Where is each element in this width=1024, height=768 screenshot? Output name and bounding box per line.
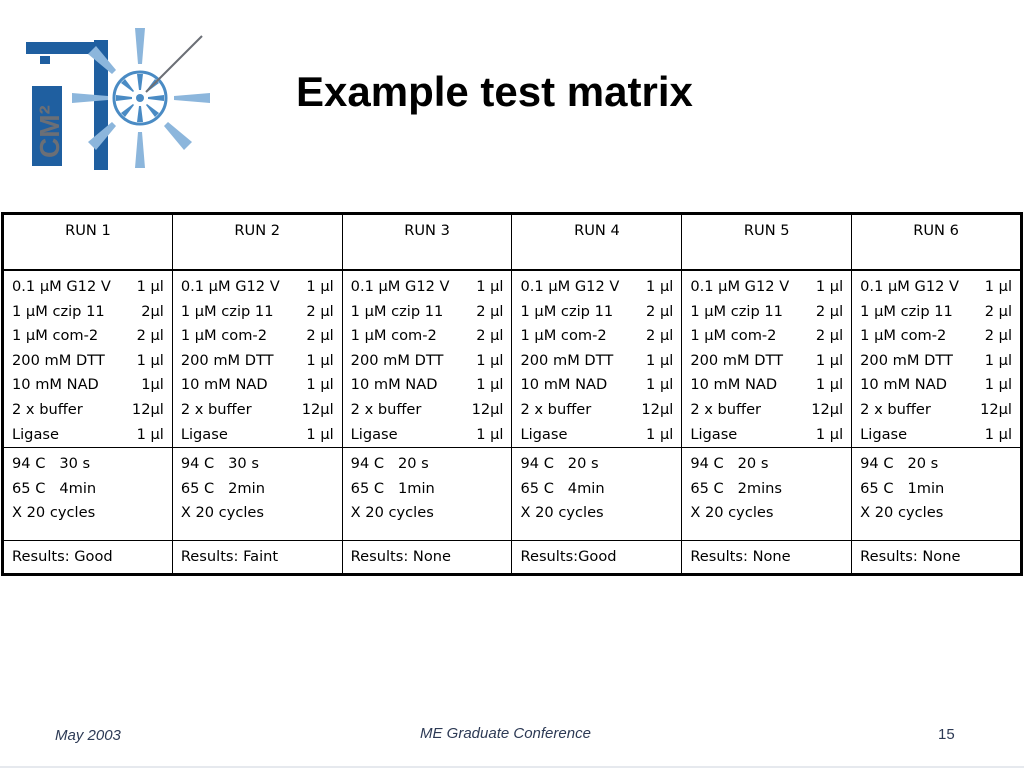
- reagent-volume: 1 µl: [646, 351, 674, 369]
- reagent-name: 0.1 µM G12 V: [12, 278, 111, 295]
- reagent-name: Ligase: [520, 425, 568, 443]
- reagent-line: [520, 373, 673, 398]
- reagent-line: [520, 398, 673, 423]
- result-cell: Results: None: [852, 541, 1022, 575]
- footer-date: May 2003: [55, 727, 121, 744]
- reagent-volume: 1 µl: [646, 278, 674, 295]
- result-cell: Results: None: [342, 541, 512, 575]
- cycling-line: X 20 cycles: [690, 504, 774, 522]
- reagent-line: [351, 349, 504, 374]
- reagent-cell: [512, 270, 682, 448]
- reagent-volume: 2 µl: [646, 327, 674, 345]
- column-header: RUN 1: [3, 214, 173, 271]
- reagent-line: [181, 349, 334, 374]
- cycling-cell: [172, 448, 342, 541]
- reagent-volume: 1 µl: [306, 376, 334, 394]
- cycling-line: 65 C 1min: [860, 479, 945, 497]
- reagent-line: [690, 275, 843, 300]
- reagent-name: 0.1 µM G12 V: [350, 278, 450, 295]
- reagent-line: [690, 349, 843, 374]
- reagent-volume: 1 µl: [476, 376, 504, 394]
- reagent-volume: 2 µl: [306, 327, 334, 345]
- test-matrix-table: [1, 212, 1023, 576]
- cycling-line: X 20 cycles: [12, 504, 96, 522]
- reagent-volume: 2 µl: [984, 327, 1012, 345]
- reagent-line: [351, 373, 504, 398]
- cycling-line: X 20 cycles: [520, 504, 604, 522]
- reagent-line: [351, 398, 504, 423]
- reagent-volume: 1 µl: [815, 351, 844, 369]
- reagent-name: 10 mM NAD: [520, 376, 608, 394]
- reagent-volume: 1 µl: [306, 351, 334, 369]
- reagent-line: [860, 300, 1012, 325]
- reagent-name: 1 µM com-2: [860, 327, 947, 345]
- reagent-line: [12, 373, 164, 398]
- reagent-volume: 1 µl: [476, 425, 504, 443]
- reagent-volume: 1 µl: [984, 376, 1012, 394]
- reagent-line: [181, 373, 334, 398]
- reagent-volume: 12µl: [471, 400, 504, 418]
- reagent-name: Ligase: [690, 425, 738, 443]
- reagent-volume: 12µl: [811, 400, 844, 418]
- reagent-volume: 2 µl: [306, 302, 334, 320]
- cycling-line: X 20 cycles: [350, 504, 434, 522]
- cycling-line: 65 C 2mins: [690, 479, 783, 497]
- reagent-name: 2 x buffer: [12, 400, 83, 418]
- reagent-name: 0.1 µM G12 V: [180, 278, 280, 295]
- reagent-name: 1 µM czip 11: [860, 302, 953, 320]
- cycling-cell: [3, 448, 173, 541]
- cycling-line: 94 C 20 s: [350, 455, 429, 473]
- reagent-name: Ligase: [860, 425, 908, 443]
- reagent-name: 200 mM DTT: [12, 351, 105, 369]
- reagent-line: [860, 275, 1012, 300]
- reagent-name: 1 µM com-2: [12, 327, 99, 345]
- cycling-line: X 20 cycles: [180, 504, 264, 522]
- reagent-line: [12, 423, 164, 448]
- logo-text: CM²: [34, 105, 65, 158]
- reagent-name: 10 mM NAD: [350, 376, 438, 394]
- reagent-name: 1 µM com-2: [690, 327, 777, 345]
- reagent-line: [690, 300, 843, 325]
- reagent-cell: [682, 270, 852, 448]
- reagent-volume: 2µl: [141, 302, 164, 320]
- cycling-cell: [512, 448, 682, 541]
- cycling-line: 65 C 1min: [350, 479, 435, 497]
- reagent-volume: 12µl: [641, 400, 674, 418]
- cycling-line: 94 C 20 s: [690, 455, 769, 473]
- reagent-name: 1 µM com-2: [350, 327, 437, 345]
- reagent-volume: 1 µl: [476, 278, 504, 295]
- reagent-line: [860, 373, 1012, 398]
- reagent-line: [520, 423, 673, 448]
- reagent-line: [181, 398, 334, 423]
- reagent-line: [181, 423, 334, 448]
- reagent-volume: 12µl: [980, 400, 1012, 418]
- reagent-name: 1 µM com-2: [180, 327, 267, 345]
- reagent-cell: [852, 270, 1022, 448]
- reagent-name: 200 mM DTT: [690, 351, 784, 369]
- reagent-cell: [342, 270, 512, 448]
- cycling-row: [3, 448, 1022, 541]
- cycling-line: 94 C 30 s: [180, 455, 259, 473]
- reagent-line: [12, 300, 164, 325]
- reagent-line: [690, 423, 843, 448]
- reagent-volume: 1 µl: [306, 425, 334, 443]
- reagent-name: 10 mM NAD: [180, 376, 268, 394]
- column-header: RUN 2: [172, 214, 342, 271]
- cycling-line: 65 C 2min: [180, 479, 265, 497]
- reagent-name: Ligase: [350, 425, 398, 443]
- reagent-name: 10 mM NAD: [12, 376, 99, 394]
- reagent-volume: 2 µl: [815, 302, 844, 320]
- cycling-line: 94 C 20 s: [520, 455, 599, 473]
- reagent-name: 2 x buffer: [520, 400, 592, 418]
- results-row: [3, 541, 1022, 575]
- cycling-line: X 20 cycles: [860, 504, 944, 522]
- reagent-line: [12, 398, 164, 423]
- reagent-name: 0.1 µM G12 V: [520, 278, 620, 295]
- reagent-name: Ligase: [12, 425, 59, 443]
- page-number: 15: [938, 726, 955, 743]
- cycling-cell: [852, 448, 1022, 541]
- reagents-row: [3, 270, 1022, 448]
- reagent-name: 1 µM czip 11: [12, 302, 105, 320]
- reagent-volume: 1 µl: [646, 425, 674, 443]
- page-title: Example test matrix: [296, 68, 693, 115]
- reagent-line: [12, 349, 164, 374]
- cycling-line: 94 C 20 s: [860, 455, 939, 473]
- reagent-volume: 1 µl: [136, 351, 164, 369]
- reagent-line: [12, 275, 164, 300]
- cycling-cell: [682, 448, 852, 541]
- cycling-line: 65 C 4min: [12, 479, 97, 497]
- reagent-volume: 1 µl: [136, 278, 164, 295]
- reagent-volume: 1 µl: [815, 425, 844, 443]
- reagent-name: 10 mM NAD: [860, 376, 947, 394]
- reagent-volume: 1 µl: [476, 351, 504, 369]
- reagent-volume: 1µl: [141, 376, 164, 394]
- reagent-line: [181, 324, 334, 349]
- reagent-name: 2 x buffer: [180, 400, 252, 418]
- header-row: [3, 214, 1022, 271]
- reagent-line: [860, 349, 1012, 374]
- cycling-line: 65 C 4min: [520, 479, 605, 497]
- result-cell: Results:Good: [512, 541, 682, 575]
- footer-conference: ME Graduate Conference: [420, 725, 591, 742]
- reagent-volume: 1 µl: [646, 376, 674, 394]
- column-header: RUN 3: [342, 214, 512, 271]
- reagent-line: [520, 324, 673, 349]
- reagent-line: [351, 275, 504, 300]
- reagent-volume: 1 µl: [306, 278, 334, 295]
- reagent-volume: 1 µl: [136, 425, 164, 443]
- reagent-line: [690, 324, 843, 349]
- result-cell: Results: None: [682, 541, 852, 575]
- reagent-volume: 1 µl: [815, 376, 844, 394]
- reagent-volume: 2 µl: [136, 327, 164, 345]
- reagent-line: [520, 349, 673, 374]
- reagent-volume: 2 µl: [476, 302, 504, 320]
- reagent-line: [181, 300, 334, 325]
- reagent-volume: 1 µl: [815, 278, 844, 295]
- reagent-volume: 1 µl: [984, 425, 1012, 443]
- reagent-name: 1 µM czip 11: [350, 302, 444, 320]
- reagent-volume: 12µl: [301, 400, 334, 418]
- result-cell: Results: Faint: [172, 541, 342, 575]
- reagent-line: [860, 398, 1012, 423]
- reagent-line: [860, 324, 1012, 349]
- reagent-line: [351, 324, 504, 349]
- reagent-name: Ligase: [180, 425, 228, 443]
- reagent-cell: [172, 270, 342, 448]
- reagent-volume: 12µl: [131, 400, 164, 418]
- reagent-line: [351, 300, 504, 325]
- reagent-name: 1 µM com-2: [520, 327, 607, 345]
- reagent-line: [690, 373, 843, 398]
- reagent-line: [520, 275, 673, 300]
- reagent-name: 2 x buffer: [350, 400, 422, 418]
- reagent-line: [12, 324, 164, 349]
- reagent-line: [860, 423, 1012, 448]
- reagent-name: 2 x buffer: [860, 400, 931, 418]
- reagent-name: 1 µM czip 11: [690, 302, 783, 320]
- reagent-volume: 2 µl: [815, 327, 844, 345]
- column-header: RUN 5: [682, 214, 852, 271]
- reagent-name: 200 mM DTT: [350, 351, 444, 369]
- reagent-name: 200 mM DTT: [860, 351, 953, 369]
- column-header: RUN 4: [512, 214, 682, 271]
- cm2-logo: [22, 22, 222, 172]
- reagent-volume: 1 µl: [984, 278, 1012, 295]
- cycling-line: 94 C 30 s: [12, 455, 91, 473]
- reagent-volume: 1 µl: [984, 351, 1012, 369]
- reagent-name: 1 µM czip 11: [520, 302, 614, 320]
- reagent-volume: 2 µl: [984, 302, 1012, 320]
- reagent-line: [181, 275, 334, 300]
- reagent-cell: [3, 270, 173, 448]
- reagent-line: [351, 423, 504, 448]
- cycling-cell: [342, 448, 512, 541]
- reagent-name: 10 mM NAD: [690, 376, 778, 394]
- result-cell: Results: Good: [3, 541, 173, 575]
- reagent-line: [690, 398, 843, 423]
- reagent-name: 1 µM czip 11: [180, 302, 274, 320]
- reagent-name: 2 x buffer: [690, 400, 762, 418]
- column-header: RUN 6: [852, 214, 1022, 271]
- reagent-name: 0.1 µM G12 V: [690, 278, 790, 295]
- reagent-name: 200 mM DTT: [520, 351, 614, 369]
- reagent-name: 0.1 µM G12 V: [860, 278, 960, 295]
- reagent-volume: 2 µl: [476, 327, 504, 345]
- reagent-name: 200 mM DTT: [180, 351, 274, 369]
- reagent-volume: 2 µl: [646, 302, 674, 320]
- reagent-line: [520, 300, 673, 325]
